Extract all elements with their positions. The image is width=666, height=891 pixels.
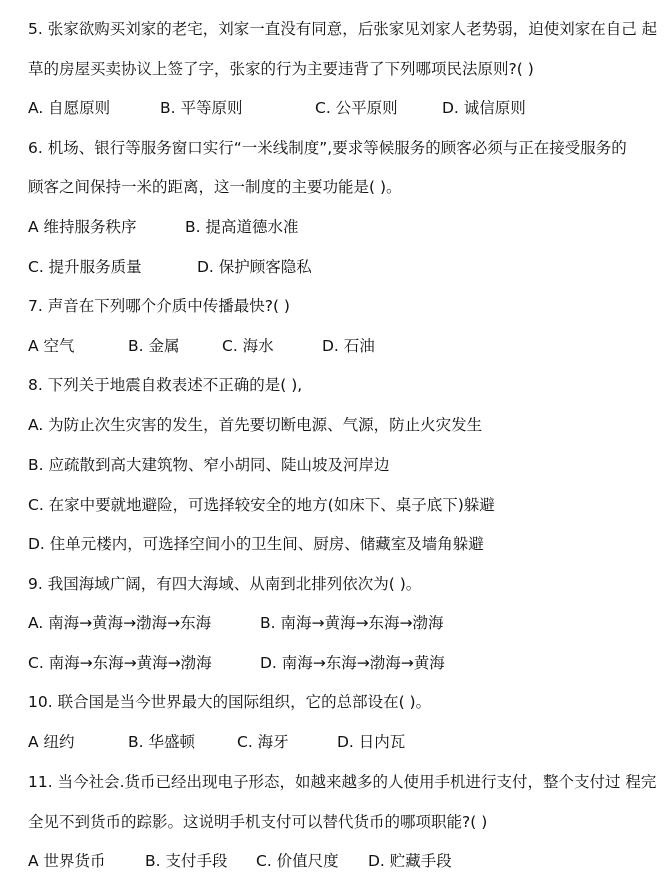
question-5-stem-line-2: 草的房屋买卖协议上签了字，张家的行为主要违背了下列哪项民法原则?( ) (28, 60, 534, 78)
option-d: D. 日内瓦 (337, 733, 406, 751)
option-a: A 纽约 (28, 733, 75, 751)
question-6-stem-line-2: 顾客之间保持一米的距离，这一制度的主要功能是( )。 (28, 178, 402, 196)
option-c: C. 海牙 (237, 733, 289, 751)
option-d: D. 诚信原则 (442, 99, 526, 117)
option-b: B. 华盛顿 (128, 733, 195, 751)
option-c: C. 提升服务质量 (28, 258, 142, 276)
option-b: B. 平等原则 (160, 99, 243, 117)
option-b: B. 支付手段 (145, 852, 228, 870)
option-d: D. 贮藏手段 (368, 852, 452, 870)
option-d: D. 石油 (322, 337, 375, 355)
option-a: A. 自愿原则 (28, 99, 111, 117)
question-11-stem-line-1: 11. 当今社会.货币已经出现电子形态，如越来越多的人使用手机进行支付，整个支付过 程完 (28, 773, 657, 791)
question-5-stem-line-1: 5. 张家欲购买刘家的老宅，刘家一直没有同意，后张家见刘家人老势弱，迫使刘家在自己 起 (28, 20, 658, 38)
question-9-options-row-2 (28, 652, 656, 674)
option-a: A 世界货币 (28, 852, 106, 870)
question-8-option-b: B. 应疏散到高大建筑物、窄小胡同、陡山坡及河岸边 (28, 456, 390, 474)
option-b: B. 提高道德水准 (185, 218, 299, 236)
question-11-options (28, 850, 656, 872)
question-8-option-c: C. 在家中要就地避险，可选择较安全的地方(如床下、桌子底下)躲避 (28, 496, 495, 514)
option-a: A 空气 (28, 337, 75, 355)
question-6-stem-line-1: 6. 机场、银行等服务窗口实行“一米线制度”,要求等候服务的顾客必须与正在接受服务的 (28, 139, 627, 157)
option-b: B. 金属 (128, 337, 180, 355)
option-d: D. 保护顾客隐私 (197, 258, 312, 276)
question-10-options (28, 731, 656, 753)
option-c: C. 南海→东海→黄海→渤海 (28, 654, 212, 672)
option-a: A. 南海→黄海→渤海→东海 (28, 614, 212, 632)
question-9-stem: 9. 我国海域广阔，有四大海域、从南到北排列依次为( )。 (28, 575, 422, 593)
option-c: C. 海水 (222, 337, 274, 355)
option-a: A 维持服务秩序 (28, 218, 137, 236)
question-7-stem: 7. 声音在下列哪个介质中传播最快?( ) (28, 297, 290, 315)
question-8-option-a: A. 为防止次生灾害的发生，首先要切断电源、气源，防止火灾发生 (28, 416, 483, 434)
question-10-stem: 10. 联合国是当今世界最大的国际组织，它的总部设在( )。 (28, 693, 432, 711)
option-c: C. 公平原则 (315, 99, 398, 117)
question-6-options-row-1 (28, 216, 656, 238)
question-6-options-row-2 (28, 256, 656, 278)
question-9-options-row-1 (28, 612, 656, 634)
option-d: D. 南海→东海→渤海→黄海 (260, 654, 445, 672)
option-c: C. 价值尺度 (256, 852, 339, 870)
option-b: B. 南海→黄海→东海→渤海 (260, 614, 444, 632)
question-8-option-d: D. 住单元楼内，可选择空间小的卫生间、厨房、储藏室及墙角躲避 (28, 535, 484, 553)
question-7-options (28, 335, 656, 357)
question-8-stem: 8. 下列关于地震自救表述不正确的是( ), (28, 376, 303, 394)
question-5-options (28, 97, 656, 119)
question-11-stem-line-2: 全见不到货币的踪影。这说明手机支付可以替代货币的哪项职能?( ) (28, 813, 488, 831)
